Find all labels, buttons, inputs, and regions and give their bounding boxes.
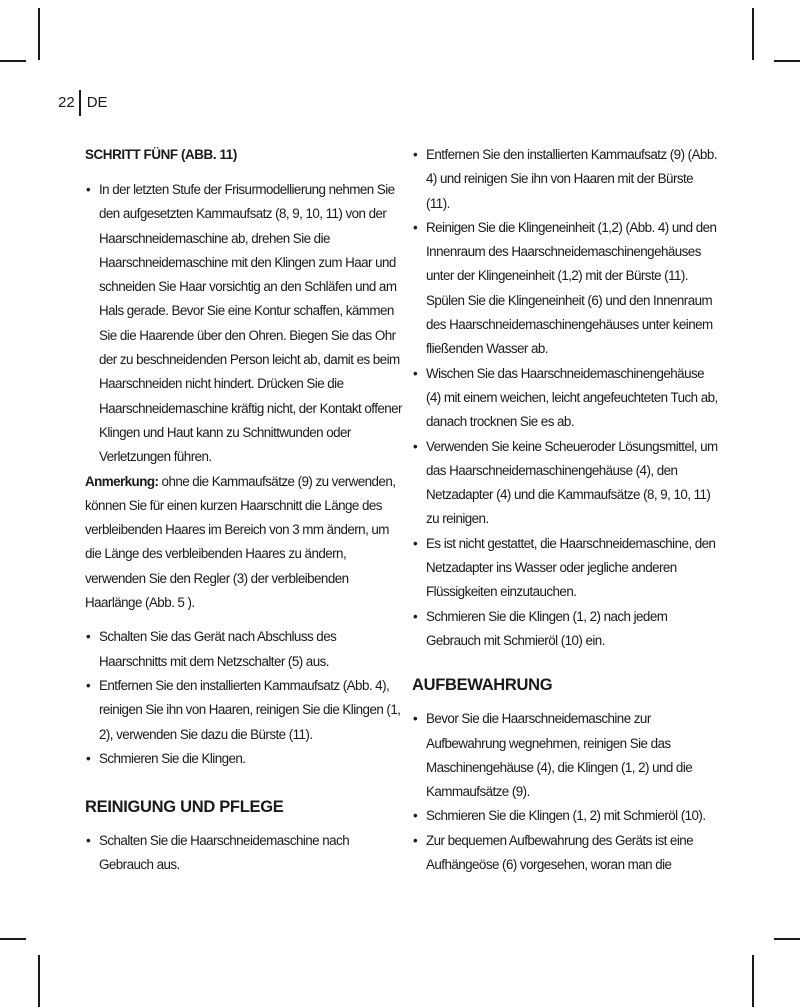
list-item bbox=[412, 143, 720, 216]
list-item bbox=[412, 362, 720, 435]
after-note-list bbox=[85, 625, 405, 771]
list-item bbox=[412, 804, 720, 828]
list-item bbox=[85, 674, 405, 747]
bullet-icon: • bbox=[86, 182, 91, 197]
bullet-icon: • bbox=[413, 365, 418, 381]
list-item-text: Zur bequemen Aufbewahrung des Geräts ist eine Aufhängeöse (6) vorgesehen, woran man die bbox=[426, 832, 694, 873]
left-column bbox=[85, 143, 405, 878]
bullet-icon: • bbox=[86, 677, 91, 693]
list-item-text: Entfernen Sie den installierten Kammaufsatz (Abb. 4), reinigen Sie ihn von Haaren, reinigen Sie die Klingen (1, 2), verwenden Sie dazu die Bürste (11). bbox=[99, 677, 401, 742]
bullet-icon: • bbox=[413, 147, 418, 162]
header-divider bbox=[79, 90, 81, 116]
crop-mark-top-left-h bbox=[0, 60, 26, 62]
list-item bbox=[412, 216, 720, 362]
page-number: 22 bbox=[58, 94, 75, 111]
step-five-list bbox=[85, 178, 405, 470]
cleaning-list-left bbox=[85, 829, 405, 878]
note-label: Anmerkung: bbox=[85, 473, 159, 489]
right-column bbox=[412, 143, 720, 877]
bullet-icon: • bbox=[413, 832, 418, 848]
bullet-icon: • bbox=[413, 219, 418, 235]
crop-mark-top-right bbox=[752, 8, 754, 60]
note-paragraph bbox=[85, 470, 405, 616]
list-item-text: Verwenden Sie keine Scheueroder Lösungsmittel, um das Haarschneidemaschinengehäuse (4), den Netzadapter (4) und die Kammaufsätze (8, 9, 10, 11) zu reinigen. bbox=[426, 438, 718, 527]
bullet-icon: • bbox=[86, 833, 91, 849]
list-item bbox=[85, 178, 405, 470]
list-item-text: Schmieren Sie die Klingen (1, 2) mit Schmieröl (10). bbox=[426, 808, 706, 824]
list-item-text: Es ist nicht gestattet, die Haarschneidemaschine, den Netzadapter ins Wasser oder jegliche anderen Flüssigkeiten einzutauchen. bbox=[426, 535, 716, 600]
note-text: ohne die Kammaufsätze (9) zu verwenden, können Sie für einen kurzen Haarschnitt die Länge des verbleibenden Haares im Bereich von 3 mm ändern, um die Länge des verbleibenden Haares zu ändern, verwenden Sie den Regler (3) der verbleibenden Haarlänge (Abb. 5 ). bbox=[85, 473, 396, 611]
storage-list bbox=[412, 707, 720, 877]
language-code: DE bbox=[86, 94, 108, 111]
list-item bbox=[412, 532, 720, 605]
list-item bbox=[412, 435, 720, 532]
crop-mark-bottom-left-h bbox=[0, 938, 26, 940]
bullet-icon: • bbox=[413, 608, 418, 624]
list-item-text: Schmieren Sie die Klingen (1, 2) nach jedem Gebrauch mit Schmieröl (10) ein. bbox=[426, 608, 668, 648]
storage-heading: AUFBEWAHRUNG bbox=[412, 676, 553, 695]
list-item bbox=[412, 829, 720, 878]
list-item bbox=[85, 747, 405, 771]
crop-mark-top-right-h bbox=[774, 60, 800, 62]
bullet-icon: • bbox=[413, 438, 418, 454]
list-item-text: Schmieren Sie die Klingen. bbox=[99, 750, 246, 766]
crop-mark-bottom-left bbox=[38, 955, 40, 1007]
bullet-icon: • bbox=[86, 750, 91, 766]
list-item-text: Bevor Sie die Haarschneidemaschine zur Aufbewahrung wegnehmen, reinigen Sie das Maschinengehäuse (4), die Klingen (1, 2) und die Kammaufsätze (9). bbox=[426, 711, 693, 800]
cleaning-heading: REINIGUNG UND PFLEGE bbox=[85, 798, 284, 817]
list-item bbox=[412, 707, 720, 804]
list-item-text: Schalten Sie das Gerät nach Abschluss des Haarschnitts mit dem Netzschalter (5) aus. bbox=[99, 629, 337, 669]
cleaning-list-right bbox=[412, 143, 720, 653]
bullet-icon: • bbox=[413, 808, 418, 824]
list-item-text: Wischen Sie das Haarschneidemaschinengehäuse (4) mit einem weichen, leicht angefeuchteten Tuch ab, danach trocknen Sie es ab. bbox=[426, 365, 718, 430]
crop-mark-bottom-right bbox=[752, 955, 754, 1007]
page-header bbox=[58, 90, 108, 116]
bullet-icon: • bbox=[413, 711, 418, 727]
list-item bbox=[85, 829, 405, 878]
bullet-icon: • bbox=[86, 629, 91, 645]
crop-mark-top-left bbox=[38, 8, 40, 60]
list-item-text: Entfernen Sie den installierten Kammaufsatz (9) (Abb. 4) und reinigen Sie ihn von Haaren mit der Bürste (11). bbox=[426, 147, 717, 211]
step-five-heading: SCHRITT FÜNF (ABB. 11) bbox=[85, 147, 237, 162]
bullet-icon: • bbox=[413, 535, 418, 551]
list-item bbox=[412, 605, 720, 654]
list-item-text: In der letzten Stufe der Frisurmodellierung nehmen Sie den aufgesetzten Kammaufsatz (8, 9, 10, 11) von der Haarschneidemaschine ab, drehen Sie die Haarschneidemaschine mit den Klingen zum Haar und schneiden Sie Haar vorsichtig an den Schläfen und am Hals gerade. Bevor Sie eine Kontur schaffen, kämmen Sie die Haarende über den Ohren. Biegen Sie das Ohr der zu beschneidenden Person leicht ab, damit es beim Haarschneiden nicht hindert. Drücken Sie die Haarschneidemaschine kräftig nicht, der Kontakt offener Klingen und Haut kann zu Schnittwunden oder Verletzungen führen. bbox=[99, 182, 402, 465]
list-item-text: Reinigen Sie die Klingeneinheit (1,2) (Abb. 4) und den Innenraum des Haarschneidemaschinengehäuses unter der Klingeneinheit (1,2) mit der Bürste (11). Spülen Sie die Klingeneinheit (6) und den Innenraum des Haarschneidemaschinengehäuses unter keinem fließenden Wasser ab. bbox=[426, 219, 717, 357]
list-item bbox=[85, 625, 405, 674]
crop-mark-bottom-right-h bbox=[774, 938, 800, 940]
list-item-text: Schalten Sie die Haarschneidemaschine nach Gebrauch aus. bbox=[99, 833, 350, 873]
